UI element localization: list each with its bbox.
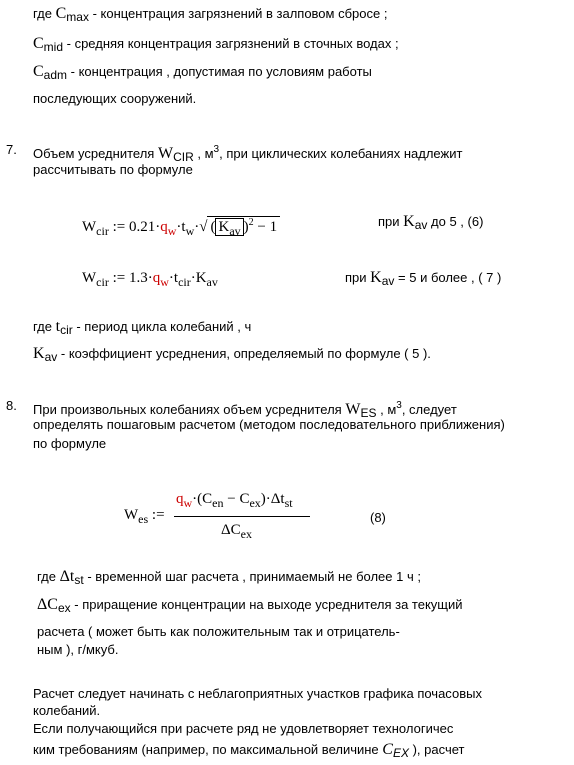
formula-7-condition: при Kav = 5 и более , ( 7 ) [345, 269, 502, 288]
closing-line2: колебаний. [33, 703, 101, 718]
item-number-8: 8. [6, 398, 17, 413]
def-kav: Kav - коэффициент усреднения, определяемый по формуле ( 5 ). [33, 345, 431, 364]
def-dcex-cont2: ным ), г/мкуб. [37, 642, 119, 657]
def-dtst: где Δtst - временной шаг расчета , принимаемый не более 1 ч ; [37, 568, 421, 587]
sqrt-icon: √ [199, 219, 208, 235]
closing-line4: ким требованиям (например, по максимальной величине CEX ), расчет [33, 741, 465, 760]
formula-8-lhs: $W_{es}$ := [124, 507, 165, 526]
def-dcex-cont1: расчета ( может быть как положительным так и отрицатель- [37, 624, 400, 639]
fraction-bar [174, 516, 310, 517]
item7-line1: Объем усреднителя WCIR , $м^3$, при циклических колебаниях надлежит [33, 144, 463, 164]
formula-6: $W_{cir}$ := $0.21\cdot q_w\cdot t_w\cdot√$ ( $K_{av}$ )$^2$ − 1 [82, 216, 280, 239]
sqrt-radicand: ( $K_{av}$ )$^2$ − 1 [207, 216, 280, 239]
def-dcex: ΔCex - приращение концентрации на выходе усреднителя за текущий [37, 596, 463, 615]
def-tcir: где tcir - период цикла колебаний , ч [33, 318, 252, 337]
item7-line2: рассчитывать по формуле [33, 162, 193, 177]
item8-line1: При произвольных колебаниях объем усреднителя WES , $м^3$, следует [33, 400, 457, 420]
def-cadm-cont: последующих сооружений. [33, 91, 197, 106]
formula-7: $W_{cir}$ := $1.3\cdot q_w\cdot t_{cir}\cdot K_{av}$ [82, 270, 218, 289]
item-number-7: 7. [6, 142, 17, 157]
def-cadm: Cadm - концентрация , допустимая по условиям работы [33, 63, 372, 82]
def-cmax: где Cmax - концентрация загрязнений в залповом сбросе ; [33, 5, 388, 24]
formula-8-denominator: $\Delta C_{ex}$ [221, 522, 252, 541]
item8-line3: по формуле [33, 436, 107, 451]
def-cmid: Cmid - средняя концентрация загрязнений в сточных водах ; [33, 35, 399, 54]
formula-8-numerator: $q_w\cdot(C_{en} - C_{ex})\cdot\Delta t_{st}$ [176, 491, 293, 510]
closing-line3: Если получающийся при расчете ряд не удовлетворяет технологичес [33, 721, 454, 736]
closing-line1: Расчет следует начинать с неблагоприятных участков графика почасовых [33, 686, 482, 701]
formula-6-condition: при Kav до 5 , (6) [378, 213, 484, 232]
item8-line2: определять пошаговым расчетом (методом последовательного приближения) [33, 417, 505, 432]
formula-8-tag: (8) [370, 510, 386, 525]
